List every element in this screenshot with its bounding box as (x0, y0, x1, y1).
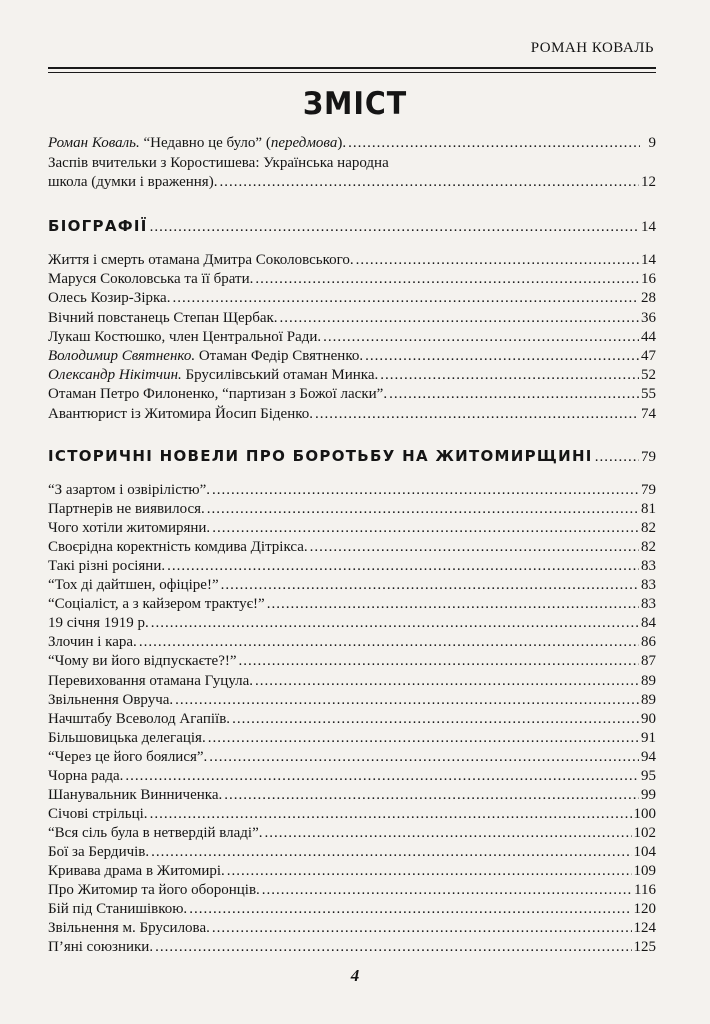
toc-entry-text (48, 633, 137, 651)
dot-leader (139, 633, 639, 651)
toc-page-number: 104 (633, 843, 656, 860)
toc-entry-end: ). (337, 135, 347, 151)
toc-entry-text (48, 576, 219, 594)
dot-leader (207, 500, 639, 518)
toc-entry-title: “Через це його боялися”. (48, 748, 208, 765)
dot-leader (221, 576, 639, 594)
toc-entry (48, 538, 656, 556)
toc-entry-text (48, 347, 363, 365)
toc-page-number: 86 (641, 634, 656, 651)
toc-entry (48, 289, 656, 307)
section-title: ІСТОРИЧНІ НОВЕЛИ ПРО БОРОТЬБУ НА ЖИТОМИРЩИНІ (48, 447, 593, 465)
toc-page-number: 99 (641, 786, 656, 803)
running-head: РОМАН КОВАЛЬ (530, 40, 654, 56)
toc-entry-title: Перевиховання отамана Гуцула. (48, 672, 253, 689)
toc-entry-title: Січові стрільці. (48, 805, 148, 822)
toc-page-number: 55 (641, 386, 656, 403)
toc-page-number: 79 (641, 449, 656, 465)
toc-entry (48, 576, 656, 594)
toc-entry-title: Звільнення Овруча. (48, 691, 174, 708)
dot-leader (255, 672, 639, 690)
toc-entry-text (48, 405, 313, 423)
toc-page-number: 52 (641, 367, 656, 384)
toc-entry-text (48, 519, 210, 537)
toc-page-number: 83 (641, 596, 656, 613)
toc-entry-text (48, 289, 170, 307)
toc-page-number: 83 (641, 558, 656, 575)
toc-entry (48, 270, 656, 288)
dot-leader (175, 691, 639, 709)
dot-leader (239, 652, 639, 670)
toc-entry (48, 748, 656, 766)
toc-entry-text (48, 557, 165, 575)
dot-leader (208, 729, 639, 747)
toc-entry-title: Своєрідна коректність комдива Дітрікса. (48, 539, 308, 556)
page-number: 4 (350, 966, 360, 985)
dot-leader (209, 748, 639, 766)
toc-entry-title: “Тох ді дайтшен, офіціре!” (48, 577, 219, 594)
toc-page-number: 47 (641, 348, 656, 364)
toc-entry-text (48, 309, 278, 327)
toc-entry-text (48, 270, 253, 288)
toc-entry-text (48, 805, 148, 823)
toc-entry-title: Такі різні росіяни. (48, 558, 166, 575)
toc-entry-note: передмова (270, 135, 338, 151)
toc-page-number: 124 (633, 920, 656, 937)
toc-entry-text (48, 729, 206, 747)
dot-leader (219, 173, 639, 191)
toc-entry (48, 405, 656, 423)
toc-entry-title: Маруся Соколовська та її брати. (48, 271, 254, 288)
dot-leader (212, 919, 632, 937)
toc-entry-text (48, 134, 346, 152)
toc-entry (48, 519, 656, 537)
toc-page-number: 109 (633, 863, 656, 879)
toc-page-number: 28 (641, 290, 656, 307)
toc-entry-title: Олесь Козир-Зірка. (48, 290, 171, 307)
toc-entry-text (48, 595, 265, 613)
toc-entry-title: Брусилівський отаман Минка. (181, 367, 379, 384)
toc-page-number: 94 (641, 748, 656, 765)
toc-entry (48, 595, 656, 613)
toc-entry (48, 251, 656, 269)
toc-entry (48, 710, 656, 728)
dot-leader (315, 405, 639, 423)
toc-entry-title: Злочин і кара. (48, 634, 137, 651)
toc-entry-text (48, 919, 210, 937)
toc-entry-title: “Недавно це було” ( (139, 135, 271, 151)
dot-leader (348, 134, 640, 152)
toc-entry (48, 900, 656, 918)
toc-entry-text (48, 251, 354, 269)
toc-entry (48, 843, 656, 861)
dot-leader (265, 824, 632, 842)
toc-entry-text (48, 824, 263, 842)
toc-entry-title: “Чому ви його відпускаєте?!” (48, 653, 237, 670)
toc-page-number: 95 (641, 767, 656, 784)
toc-entry-text (48, 843, 149, 861)
toc-entry (48, 652, 656, 670)
toc-page-number: 91 (641, 729, 656, 746)
dot-leader (227, 862, 632, 880)
toc-page-number: 116 (634, 882, 656, 899)
toc-page-number: 84 (641, 615, 656, 632)
toc-entry-title: Чорна рада. (48, 767, 124, 784)
toc-entry-text (48, 481, 210, 499)
toc-entry-text (48, 614, 149, 632)
toc-entry-title: Шанувальник Винниченка. (48, 786, 223, 803)
toc-entry-title: Життя і смерть отамана Дмитра Соколовського. (48, 252, 354, 268)
toc-section (48, 217, 656, 235)
dot-leader (212, 519, 639, 537)
toc-entry (48, 557, 656, 575)
section-title: БІОГРАФІЇ (48, 217, 148, 235)
toc-entry (48, 328, 656, 346)
header-rule (48, 67, 656, 69)
toc-page-number: 83 (641, 577, 656, 594)
dot-leader (150, 218, 639, 236)
toc-entry-title: школа (думки і враження). (48, 174, 218, 190)
toc-page-number: 81 (641, 501, 656, 518)
dot-leader (151, 843, 631, 861)
toc-entry-line: Заспів вчительки з Коростишева: Українська народна (48, 155, 389, 171)
dot-leader (151, 614, 639, 632)
dot-leader (150, 805, 632, 823)
toc-entry-title: Начштабу Всеволод Агапіїв. (48, 710, 231, 727)
toc-entry (48, 134, 656, 152)
toc-entry-title: Партнерів не виявилося. (48, 501, 205, 518)
dot-leader (323, 328, 639, 346)
dot-leader (267, 595, 639, 613)
toc-entry (48, 862, 656, 880)
toc-page-number: 44 (641, 328, 656, 345)
toc-entry-title: Вічний повстанець Степан Щербак. (48, 309, 278, 326)
toc-entry-text (48, 500, 205, 518)
toc-page-number: 14 (641, 252, 656, 268)
toc-page-number: 14 (641, 219, 656, 235)
toc-entry-text (48, 786, 222, 804)
toc-entry-title: Звільнення м. Брусилова. (48, 920, 210, 937)
toc-entry-title: “З азартом і озвірілістю”. (48, 482, 211, 498)
toc-entry-text (48, 385, 387, 403)
toc-entry (48, 173, 656, 191)
toc-entry-title: Отаман Петро Филоненко, “партизан з Божої ласки”. (48, 386, 388, 403)
toc-page-number: 87 (641, 653, 656, 670)
toc-page-number: 74 (641, 405, 656, 422)
toc-entry-author: Володимир Святненко. (48, 348, 196, 364)
toc-entry-text (48, 748, 207, 766)
toc-entry (48, 938, 656, 956)
toc-entry-text (48, 538, 308, 556)
dot-leader (262, 881, 632, 899)
toc-entry-text (48, 938, 153, 956)
dot-leader (224, 786, 639, 804)
toc-entry-text (48, 710, 230, 728)
toc-page-number: 120 (633, 901, 656, 918)
toc-entry (48, 385, 656, 403)
toc-entry (48, 786, 656, 804)
toc-page-number: 90 (641, 710, 656, 727)
dot-leader (125, 767, 639, 785)
dot-leader (172, 289, 639, 307)
toc-entry (48, 881, 656, 899)
toc-entry-title: Більшовицька делегація. (48, 729, 206, 746)
toc-entry (48, 309, 656, 327)
header-rule-thin (48, 72, 656, 73)
toc-page-number: 100 (633, 805, 656, 822)
dot-leader (255, 270, 639, 288)
toc-entry (48, 691, 656, 709)
toc-page-number: 9 (648, 135, 656, 151)
toc-entry-author: Олександр Нікітчин. (48, 367, 182, 384)
dot-leader (167, 557, 639, 575)
toc-entry-title: Чого хотіли житомиряни. (48, 520, 211, 537)
toc-entry-title: Бій під Станишівкою. (48, 901, 188, 918)
toc-page-number: 82 (641, 520, 656, 537)
toc-page-number: 16 (641, 271, 656, 288)
toc-entry-title: П’яні союзники. (48, 939, 154, 956)
toc-entry-text (48, 881, 260, 899)
toc-entry (48, 481, 656, 499)
dot-leader (310, 538, 639, 556)
page-title: ЗМІСТ (302, 86, 408, 122)
toc-section (48, 447, 656, 465)
toc-entry-title: “Соціаліст, а з кайзером трактує!” (48, 596, 265, 613)
toc-entry-text (48, 767, 123, 785)
toc-page-number: 82 (641, 539, 656, 556)
dot-leader (232, 710, 639, 728)
dot-leader (595, 448, 639, 466)
toc-page-number: 12 (641, 174, 656, 190)
toc-page-number: 79 (641, 482, 656, 498)
toc-entry-text (48, 672, 253, 690)
toc-entry-title: 19 січня 1919 р. (48, 615, 149, 632)
toc-entry-title: Кривава драма в Житомирі. (48, 863, 225, 879)
toc-entry-text (48, 691, 173, 709)
dot-leader (155, 938, 631, 956)
toc-entry-text (48, 366, 378, 384)
toc-entry (48, 729, 656, 747)
dot-leader (365, 347, 639, 365)
dot-leader (389, 385, 639, 403)
toc-page-number: 102 (633, 824, 656, 841)
toc-entry-title: Отаман Федір Святненко. (195, 348, 364, 364)
toc-entry (48, 614, 656, 632)
dot-leader (212, 481, 639, 499)
toc-entry (48, 672, 656, 690)
toc-entry-title: Авантюрист із Житомира Йосип Біденко. (48, 405, 314, 422)
toc-page-number: 89 (641, 691, 656, 708)
toc-entry (48, 767, 656, 785)
toc-entry-text (48, 900, 187, 918)
toc-page-number: 36 (641, 309, 656, 326)
toc-entry-text (48, 652, 237, 670)
toc-entry-title: Про Житомир та його оборонців. (48, 882, 260, 899)
toc-entry (48, 500, 656, 518)
dot-leader (380, 366, 639, 384)
toc-entry-title: Лукаш Костюшко, член Центральної Ради. (48, 328, 322, 345)
toc-entry-text (48, 862, 225, 880)
toc-entry (48, 805, 656, 823)
toc-entry (48, 366, 656, 384)
dot-leader (189, 900, 631, 918)
toc-entry (48, 824, 656, 842)
toc-entry-author: Роман Коваль. (48, 135, 140, 151)
toc-entry-title: “Вся сіль була в нетвердій владі”. (48, 824, 263, 841)
toc-entry (48, 633, 656, 651)
toc-entry-title: Бої за Бердичів. (48, 843, 150, 860)
toc-page-number: 125 (633, 939, 656, 956)
toc-page-number: 89 (641, 672, 656, 689)
dot-leader (280, 309, 639, 327)
dot-leader (356, 251, 639, 269)
toc-entry (48, 347, 656, 365)
toc-entry-text (48, 328, 321, 346)
toc-entry (48, 919, 656, 937)
